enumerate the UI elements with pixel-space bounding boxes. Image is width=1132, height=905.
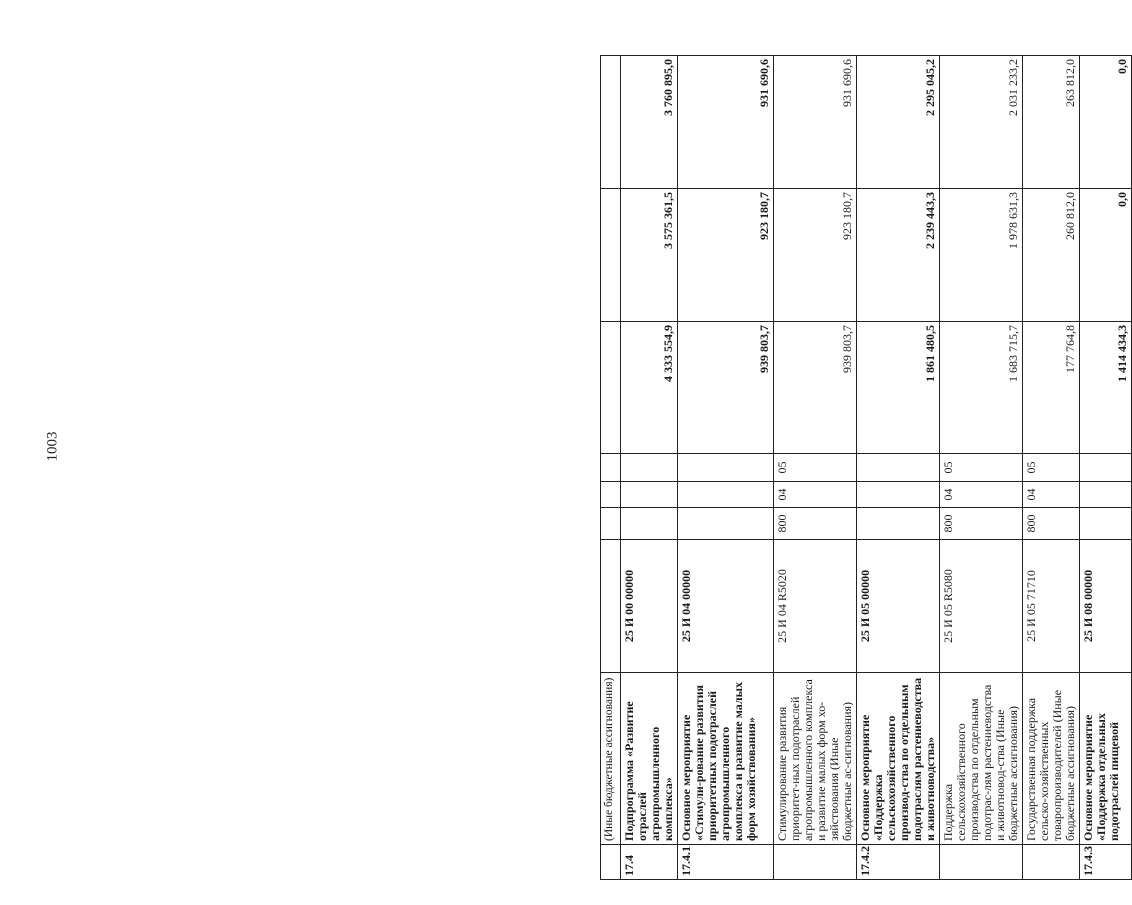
row-name: Основное мероприятие «Поддержка отдельных подотраслей пищевой <box>1080 673 1132 845</box>
row-name: Основное мероприятие «Поддержка сельскохозяйственного производ-ства по отдельным подотраслям растениеводства и животноводства» <box>857 673 940 845</box>
subsection-code <box>1080 454 1132 482</box>
row-name: Поддержка сельскохозяйственного производства по отдельным подотрас-лям растениеводства и животновод-ства (Иные бюджетные ассигнования) <box>940 673 1023 845</box>
expense-type-code <box>857 508 940 540</box>
subsection-code: 05 <box>774 454 857 482</box>
section-code: 04 <box>1023 482 1080 508</box>
expense-type-code <box>621 508 678 540</box>
row-name: Основное мероприятие «Стимули-рование развития приоритетных подотраслей агропромышленного комплекса и развитие малых форм хозяйствования» <box>678 673 774 845</box>
value-year-3: 3 760 895,0 <box>621 56 678 189</box>
value-year-2: 923 180,7 <box>774 189 857 322</box>
value-year-1: 177 764,8 <box>1023 322 1080 454</box>
value-year-1: 1 683 715,7 <box>940 322 1023 454</box>
section-code <box>1080 482 1132 508</box>
target-article-code: 25 И 00 00000 <box>621 540 678 673</box>
value-year-2: 1 978 631,3 <box>940 189 1023 322</box>
value-year-2: 3 575 361,5 <box>621 189 678 322</box>
row-number: 17.4 <box>621 845 678 880</box>
row-number <box>774 845 857 880</box>
value-year-3: 931 690,6 <box>774 56 857 189</box>
table-row <box>857 56 940 880</box>
row-name: Стимулирование развития приоритет-ных подотраслей агропромышленного комплекса и развитие малых форм хо-зяйствования (Иные бюджетные ас-сигнования) <box>774 673 857 845</box>
row-number: 17.4.2 <box>857 845 940 880</box>
section-code: 04 <box>940 482 1023 508</box>
subsection-code: 05 <box>1023 454 1080 482</box>
section-code <box>621 482 678 508</box>
table-row <box>1080 56 1132 880</box>
expense-type-code: 800 <box>940 508 1023 540</box>
value-year-3: 2 031 233,2 <box>940 56 1023 189</box>
row-number <box>940 845 1023 880</box>
subsection-code <box>857 454 940 482</box>
target-article-code: 25 И 04 00000 <box>678 540 774 673</box>
value-year-3: 931 690,6 <box>678 56 774 189</box>
value-year-1: 1 414 434,3 <box>1080 322 1132 454</box>
row-name: Подпрограмма «Развитие отраслей агропромышленного комплекса» <box>621 673 678 845</box>
value-year-2: 2 239 443,3 <box>857 189 940 322</box>
section-code <box>857 482 940 508</box>
section-code: 04 <box>774 482 857 508</box>
table-row <box>678 56 774 880</box>
expense-type-code <box>678 508 774 540</box>
target-article-code: 25 И 05 R5080 <box>940 540 1023 673</box>
target-article-code: 25 И 05 00000 <box>857 540 940 673</box>
table-row <box>940 56 1023 880</box>
target-article-code: 25 И 05 71710 <box>1023 540 1080 673</box>
row-number: 17.4.3 <box>1080 845 1132 880</box>
value-year-2: 260 812,0 <box>1023 189 1080 322</box>
subsection-code: 05 <box>940 454 1023 482</box>
value-year-1: 939 803,7 <box>678 322 774 454</box>
row-name: (Иные бюджетные ассигнования) <box>601 673 621 845</box>
target-article-code: 25 И 04 R5020 <box>774 540 857 673</box>
section-code <box>678 482 774 508</box>
target-article-code: 25 И 08 00000 <box>1080 540 1132 673</box>
row-number: 17.4.1 <box>678 845 774 880</box>
value-year-3: 2 295 045,2 <box>857 56 940 189</box>
value-year-1: 939 803,7 <box>774 322 857 454</box>
subsection-code <box>678 454 774 482</box>
page-number: 1003 <box>44 431 61 462</box>
value-year-2: 923 180,7 <box>678 189 774 322</box>
value-year-3: 263 812,0 <box>1023 56 1080 189</box>
table-row <box>774 56 857 880</box>
row-name: Государственная поддержка сельско-хозяйственных товаропроизводителей (Иные бюджетные ассигнования) <box>1023 673 1080 845</box>
table-row <box>1023 56 1080 880</box>
expense-type-code: 800 <box>1023 508 1080 540</box>
table-row-header-continuation <box>601 56 621 880</box>
value-year-1: 4 333 554,9 <box>621 322 678 454</box>
value-year-2: 0,0 <box>1080 189 1132 322</box>
expense-type-code <box>1080 508 1132 540</box>
value-year-3: 0,0 <box>1080 56 1132 189</box>
expense-type-code: 800 <box>774 508 857 540</box>
value-year-1: 1 861 480,5 <box>857 322 940 454</box>
row-number <box>1023 845 1080 880</box>
rotated-table-container <box>600 56 1129 880</box>
subsection-code <box>621 454 678 482</box>
budget-table <box>600 55 1132 880</box>
table-row <box>621 56 678 880</box>
